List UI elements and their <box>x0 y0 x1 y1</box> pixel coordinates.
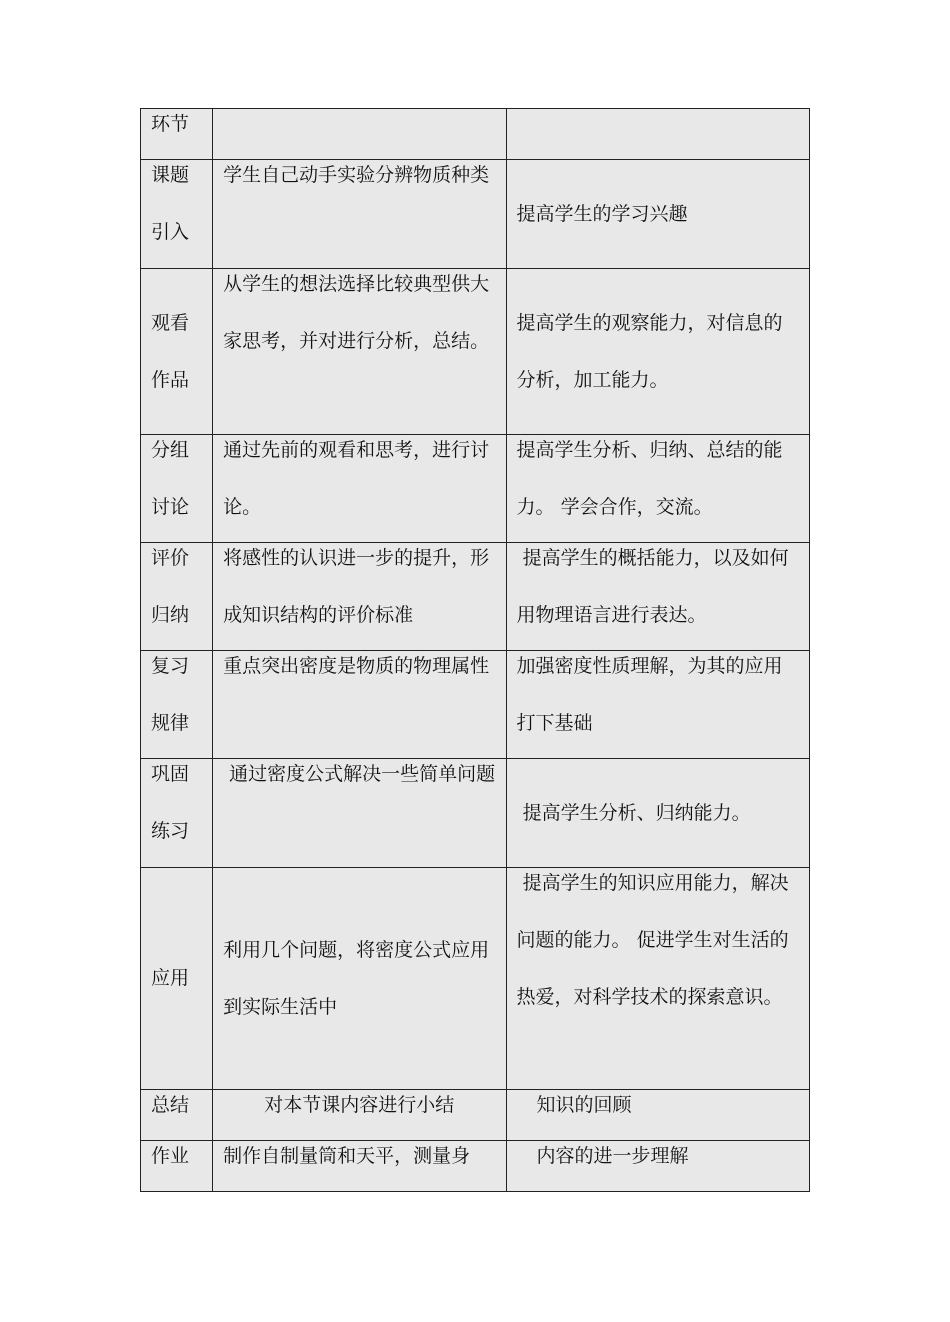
activity-text: 学生自己动手实验分辨物质种类 <box>223 164 490 186</box>
purpose-text: 提高学生分析、归纳能力。 <box>516 801 751 824</box>
stage-text: 分组讨论 <box>151 439 190 518</box>
activity-text: 通过先前的观看和思考，进行讨论。 <box>223 439 490 518</box>
stage-cell <box>141 1090 213 1141</box>
stage-cell <box>141 868 213 1090</box>
table-row <box>141 160 810 269</box>
activity-text: 通过密度公式解决一些简单问题 <box>223 763 496 785</box>
stage-cell <box>141 160 213 269</box>
stage-text: 课题引入 <box>151 164 190 243</box>
purpose-text: 提高学生的概括能力，以及如何用物理语言进行表达。 <box>516 547 789 626</box>
activity-cell <box>213 435 506 543</box>
table-row <box>141 759 810 868</box>
table-row <box>141 543 810 651</box>
activity-cell <box>213 1141 506 1192</box>
purpose-cell <box>506 435 809 543</box>
purpose-cell <box>506 868 809 1090</box>
purpose-cell <box>506 651 809 759</box>
purpose-text: 知识的回顾 <box>536 1094 632 1116</box>
activity-text: 从学生的想法选择比较典型供大家思考，并对进行分析，总结。 <box>223 273 490 352</box>
table-row <box>141 1090 810 1141</box>
purpose-cell <box>506 1141 809 1192</box>
purpose-cell <box>506 109 809 160</box>
stage-text: 复习规律 <box>151 655 190 734</box>
purpose-cell <box>506 160 809 269</box>
stage-cell <box>141 109 213 160</box>
activity-text: 对本节课内容进行小结 <box>264 1094 455 1116</box>
purpose-text: 内容的进一步理解 <box>536 1145 689 1167</box>
stage-text: 总结 <box>151 1094 190 1116</box>
stage-text: 环节 <box>151 113 190 135</box>
table-row <box>141 1141 810 1192</box>
stage-cell <box>141 269 213 435</box>
table-row <box>141 109 810 160</box>
purpose-text: 提高学生的知识应用能力，解决问题的能力。 促进学生对生活的热爱，对科学技术的探索意识。 <box>516 872 789 1008</box>
activity-cell <box>213 759 506 868</box>
stage-text: 观看作品 <box>151 311 190 391</box>
activity-cell <box>213 868 506 1090</box>
purpose-text: 加强密度性质理解，为其的应用打下基础 <box>516 655 783 734</box>
lesson-plan-table <box>140 108 810 1192</box>
purpose-cell <box>506 1090 809 1141</box>
activity-text: 利用几个问题，将密度公式应用到实际生活中 <box>223 938 490 1018</box>
purpose-text: 提高学生分析、归纳、总结的能力。 学会合作，交流。 <box>516 439 783 518</box>
stage-cell <box>141 759 213 868</box>
table-row <box>141 435 810 543</box>
stage-cell <box>141 543 213 651</box>
activity-cell <box>213 109 506 160</box>
activity-text: 将感性的认识进一步的提升，形成知识结构的评价标准 <box>223 547 490 626</box>
activity-cell <box>213 160 506 269</box>
purpose-text: 提高学生的学习兴趣 <box>516 202 688 225</box>
stage-cell <box>141 651 213 759</box>
table-row <box>141 651 810 759</box>
activity-cell <box>213 1090 506 1141</box>
table-row <box>141 269 810 435</box>
stage-text: 应用 <box>151 967 190 989</box>
activity-cell <box>213 269 506 435</box>
stage-text: 作业 <box>151 1145 190 1167</box>
stage-text: 巩固练习 <box>151 763 190 842</box>
activity-cell <box>213 543 506 651</box>
activity-cell <box>213 651 506 759</box>
activity-text: 重点突出密度是物质的物理属性 <box>223 655 490 677</box>
activity-text: 制作自制量筒和天平，测量身 <box>223 1145 471 1167</box>
purpose-text: 提高学生的观察能力，对信息的分析，加工能力。 <box>516 311 783 391</box>
purpose-cell <box>506 543 809 651</box>
stage-text: 评价归纳 <box>151 547 190 626</box>
purpose-cell <box>506 759 809 868</box>
table-row <box>141 868 810 1090</box>
purpose-cell <box>506 269 809 435</box>
stage-cell <box>141 435 213 543</box>
stage-cell <box>141 1141 213 1192</box>
